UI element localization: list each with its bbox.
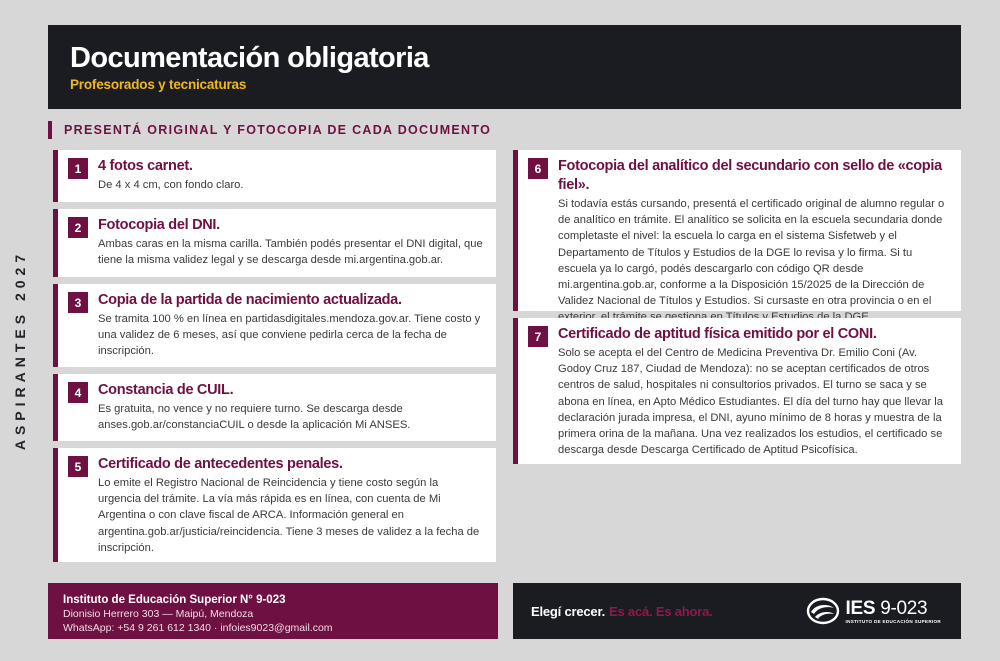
item-description: Se tramita 100 % en línea en partidasdigitales.mendoza.gov.ar. Tiene costo y una validez de 6 meses, así que conviene pedirla cerca de la fecha de inscripción.	[98, 313, 481, 358]
header-banner	[48, 25, 961, 109]
item-description: Ambas caras en la misma carilla. También podés presentar el DNI digital, que tiene la misma validez legal y se descarga desde mi.argentina.gob.ar.	[98, 238, 483, 267]
item-number: 7	[528, 326, 548, 347]
slogan: Elegí crecer.	[531, 603, 606, 619]
swirl-logo-icon	[806, 596, 840, 626]
item-number: 5	[68, 456, 88, 477]
document-item-5	[53, 448, 496, 562]
section-heading	[48, 121, 491, 139]
item-title: Certificado de aptitud física emitido por el CONI.	[558, 326, 877, 342]
item-number: 3	[68, 292, 88, 313]
section-accent-bar	[48, 121, 52, 139]
item-title: Fotocopia del analítico del secundario con sello de «copia fiel».	[558, 158, 942, 193]
item-number: 1	[68, 158, 88, 179]
item-number: 6	[528, 158, 548, 179]
item-number: 4	[68, 382, 88, 403]
ies-logo	[806, 596, 941, 626]
slogan-accent: Es acá. Es ahora.	[609, 603, 713, 619]
page-title: Documentación obligatoria	[70, 42, 429, 74]
item-title: Fotocopia del DNI.	[98, 217, 220, 233]
slogan-footer	[513, 583, 961, 639]
section-title: PRESENTÁ ORIGINAL Y FOTOCOPIA DE CADA DOCUMENTO	[64, 123, 492, 137]
item-description: Es gratuita, no vence y no requiere turno. Se descarga desde anses.gob.ar/constanciaCUIL o desde la aplicación Mi ANSES.	[98, 403, 411, 432]
logo-wordmark: IES 9-023	[845, 597, 928, 619]
item-title: Certificado de antecedentes penales.	[98, 456, 343, 472]
item-description: Solo se acepta el del Centro de Medicina Preventiva Dr. Emilio Coni (Av. Godoy Cruz 187, Ciudad de Mendoza): no se aceptan certificados de otros centros de salud, hospitales ni consultorios privados. El turno se saca y se abona en línea, en Apto Médico Estudiantes. El día del turno hay que llevar la declaración jurada impresa, el DNI, ayuno mínimo de 8 horas y muestra de la primera orina de la mañana. Una vez realizados los estudios, el certificado se descarga desde Descarga Certificado de Aptitud Psicofísica.	[558, 347, 943, 457]
institution-footer	[48, 583, 498, 639]
document-item-1	[53, 150, 496, 202]
side-label: ASPIRANTES 2027	[12, 249, 28, 451]
item-title: Constancia de CUIL.	[98, 382, 234, 398]
item-title: 4 fotos carnet.	[98, 158, 193, 174]
page-subtitle: Profesorados y tecnicaturas	[70, 77, 247, 92]
item-number: 2	[68, 217, 88, 238]
document-item-3	[53, 284, 496, 367]
item-title: Copia de la partida de nacimiento actualizada.	[98, 292, 402, 308]
institution-address: Dionisio Herrero 303 — Maipú, Mendoza	[63, 608, 254, 620]
document-item-6	[513, 150, 961, 311]
item-description: Si todavía estás cursando, presentá el certificado original de alumno regular o de analítico en trámite. El analítico se solicita en la escuela secundaria donde completaste el nivel: la escuela lo carga en el sistema Sisfetweb y el Departamento de Títulos y Estudios de la DGE lo revisa y lo firma. Si tu escuela ya lo cargó, podés descargarlo con código QR desde mi.argentina.gob.ar, conforme a la Disposición 15/2025 de la Dirección de Validez Nacional de Títulos y Estudios. Si cursaste en otra provincia o en el	[558, 198, 945, 308]
institution-contact: WhatsApp: +54 9 261 612 1340 · infoies9023@gmail.com	[63, 622, 333, 634]
logo-subtext: INSTITUTO DE EDUCACIÓN SUPERIOR	[845, 618, 941, 624]
item-description: De 4 x 4 cm, con fondo claro.	[98, 179, 244, 191]
item-description: Lo emite el Registro Nacional de Reincidencia y tiene costo según la urgencia del trámite. La vía más rápida es en línea, con cuenta de Mi Argentina o con clave fiscal de ARCA. Información general en argentina.gob.ar/justicia/reincidencia. Tiene 3 meses de validez a la fecha de inscripción.	[98, 477, 480, 554]
document-item-7	[513, 318, 961, 464]
institution-name: Instituto de Educación Superior N° 9-023	[63, 594, 286, 606]
document-item-4	[53, 374, 496, 441]
document-item-2	[53, 209, 496, 277]
